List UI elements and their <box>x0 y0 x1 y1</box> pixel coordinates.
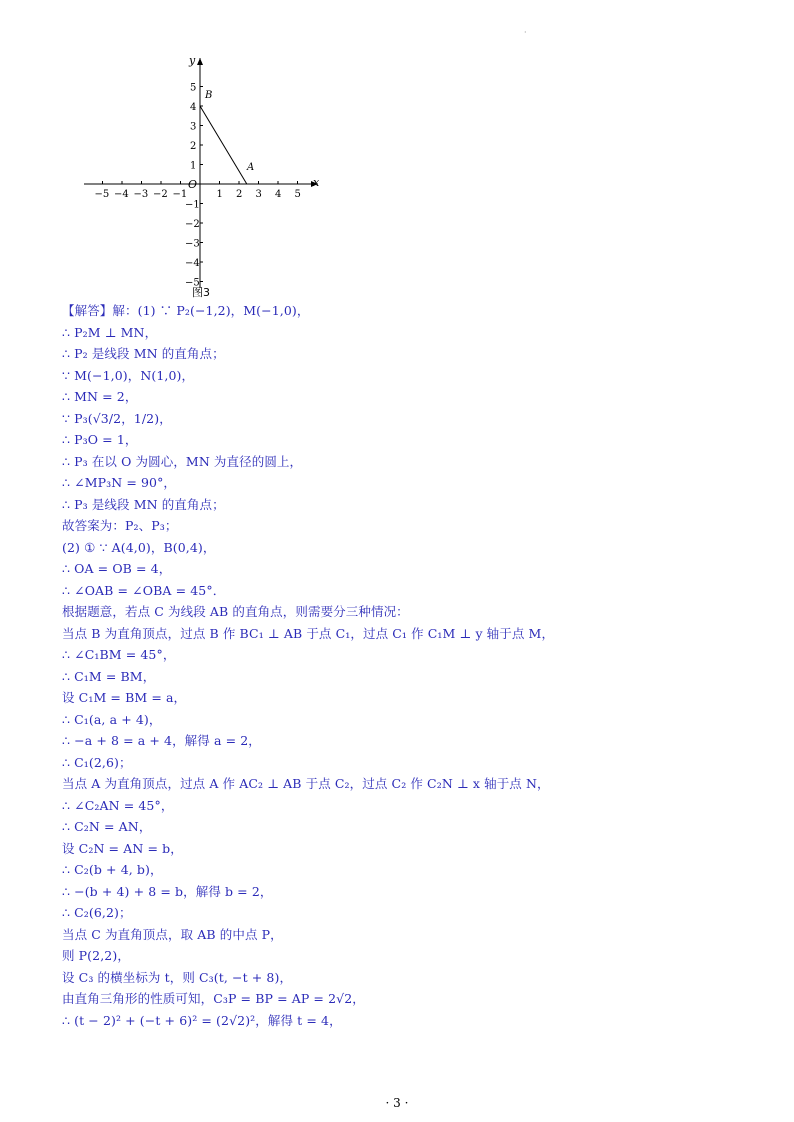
solution-line: 设 C₁M = BM = a， <box>62 690 187 705</box>
x-tick-label: 2 <box>236 189 243 200</box>
solution-line: 设 C₃ 的横坐标为 t，则 C₃(t, −t + 8)， <box>62 969 293 985</box>
solution-line: (2) ① ∵ A(4,0)，B(0,4)， <box>62 539 216 555</box>
solution-line: 当点 B 为直角顶点，过点 B 作 BC₁ ⊥ AB 于点 C₁，过点 C₁ 作 C₁M ⊥ y 轴于点 M， <box>62 625 555 641</box>
x-tick-label: −5 <box>94 189 110 200</box>
axis-ticks <box>95 83 301 289</box>
y-tick-label: −5 <box>185 277 200 289</box>
solution-line: ∴ C₁(2,6)； <box>62 754 132 770</box>
coordinate-figure <box>80 52 330 300</box>
y-tick-label: 5 <box>190 82 197 94</box>
solution-line: 当点 C 为直角顶点，取 AB 的中点 P， <box>62 926 283 942</box>
solution-line: 【解答】解：(1) ∵ P₂(−1,2)，M(−1,0)， <box>62 303 310 318</box>
y-tick-label: 4 <box>190 102 197 113</box>
y-tick-label: 3 <box>190 121 197 133</box>
y-tick-label: −3 <box>185 238 200 250</box>
solution-text <box>62 300 554 1031</box>
solution-line: 设 C₂N = AN = b， <box>62 840 183 856</box>
solution-line: ∴ ∠MP₃N = 90°， <box>62 475 177 490</box>
segment-ab <box>200 106 247 184</box>
solution-line: ∴ P₃ 在以 O 为圆心，MN 为直径的圆上， <box>62 453 303 469</box>
solution-line: ∴ C₁M = BM， <box>62 668 156 684</box>
solution-line: ∴ C₂(b + 4, b)， <box>62 862 163 877</box>
x-tick-label: −3 <box>133 189 149 200</box>
solution-line: ∴ P₃ 是线段 MN 的直角点； <box>62 496 225 512</box>
solution-line: ∴ ∠C₁BM = 45°， <box>62 647 176 662</box>
solution-line: ∴ OA = OB = 4， <box>62 561 172 576</box>
solution-line: 由直角三角形的性质可知，C₃P = BP = AP = 2√2， <box>62 991 365 1006</box>
x-tick-label: 1 <box>216 189 223 200</box>
solution-line: ∴ −a + 8 = a + 4，解得 a = 2， <box>62 733 261 748</box>
solution-line: ∴ C₁(a, a + 4)， <box>62 711 162 727</box>
solution-line: 故答案为：P₂、P₃； <box>62 518 178 533</box>
x-tick-label: −1 <box>172 189 188 200</box>
point-b-label: B <box>205 90 213 101</box>
solution-line: 根据题意，若点 C 为线段 AB 的直角点，则需要分三种情况： <box>62 604 409 619</box>
solution-line: ∴ C₂(6,2)； <box>62 905 132 920</box>
y-tick-label: −4 <box>185 258 200 269</box>
solution-line: ∴ P₂ 是线段 MN 的直角点； <box>62 346 225 361</box>
y-tick-label: 1 <box>190 160 197 172</box>
solution-line: ∴ −(b + 4) + 8 = b，解得 b = 2， <box>62 883 273 899</box>
solution-line: ∵ M(−1,0)，N(1,0)， <box>62 367 195 383</box>
solution-line: ∴ ∠C₂AN = 45°， <box>62 797 174 813</box>
y-tick-label: −1 <box>185 199 200 211</box>
solution-line: ∴ P₃O = 1， <box>62 432 138 447</box>
point-a-label: A <box>247 162 255 173</box>
x-axis-label: x <box>313 176 320 189</box>
solution-line: ∴ C₂N = AN， <box>62 819 152 834</box>
y-tick-label: 2 <box>190 141 197 152</box>
solution-line: 当点 A 为直角顶点，过点 A 作 AC₂ ⊥ AB 于点 C₂，过点 C₂ 作 C₂N ⊥ x 轴于点 N， <box>62 776 550 791</box>
solution-line: ∴ MN = 2， <box>62 389 138 404</box>
y-tick-label: −2 <box>185 219 200 230</box>
solution-line: ∴ P₂M ⊥ MN， <box>62 324 158 340</box>
x-tick-label: 4 <box>275 189 282 200</box>
solution-line: 则 P(2,2)， <box>62 948 130 963</box>
solution-line: ∵ P₃(√3/2，1/2)， <box>62 410 172 426</box>
origin-label: O <box>188 178 198 191</box>
page-number: · 3 · <box>385 1096 409 1110</box>
x-tick-label: 5 <box>294 189 301 200</box>
x-tick-label: 3 <box>255 189 262 200</box>
x-tick-label: −4 <box>114 189 129 200</box>
solution-line: ∴ ∠OAB = ∠OBA = 45°． <box>62 582 226 598</box>
solution-line: ∴ (t − 2)² + (−t + 6)² = (2√2)²，解得 t = 4， <box>62 1012 342 1028</box>
corner-mark: · <box>524 28 527 37</box>
x-tick-label: −2 <box>153 189 168 200</box>
figure-caption: 图3 <box>192 286 210 299</box>
y-axis-label: y <box>189 54 196 67</box>
